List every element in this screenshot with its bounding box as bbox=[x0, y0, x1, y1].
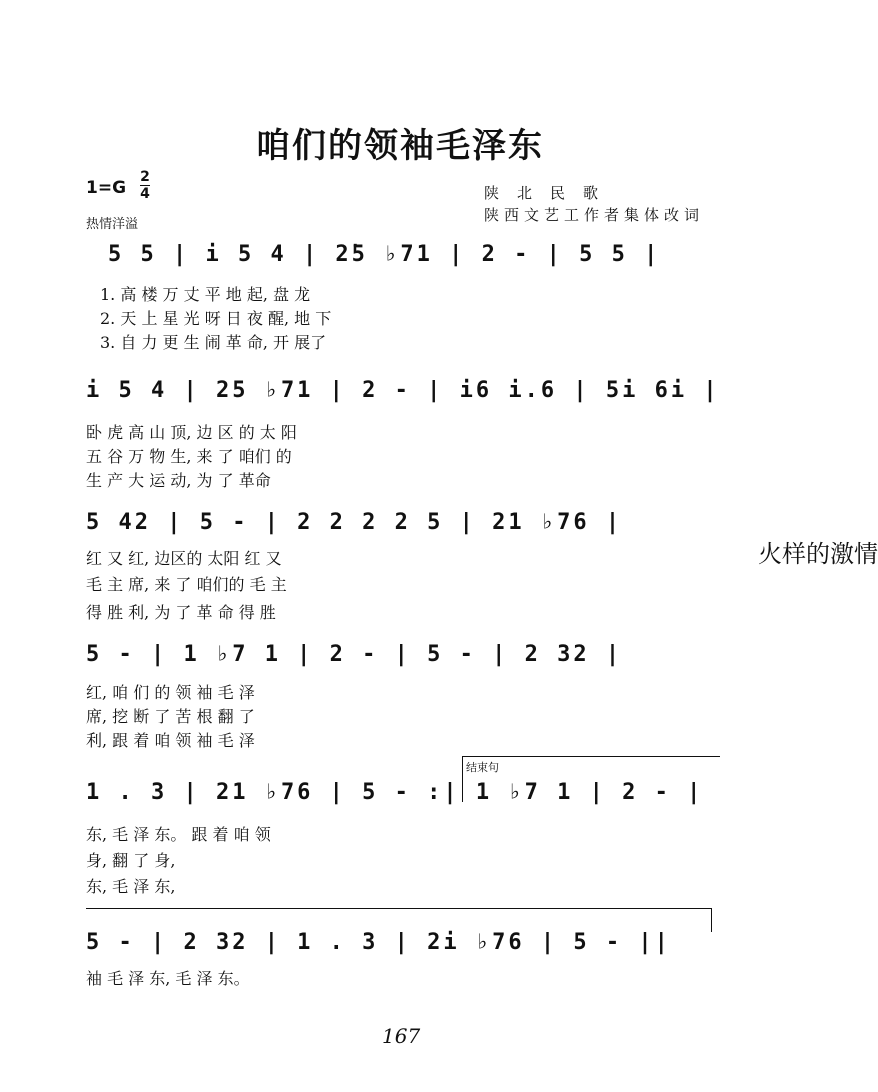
lyric-row-5-verse-3: 东, 毛 泽 东, bbox=[86, 877, 176, 896]
lyric-row-4-verse-2: 席, 挖 断 了 苦 根 翻 了 bbox=[86, 707, 255, 726]
coda-label: 结束句 bbox=[466, 761, 499, 774]
ending-bracket-top bbox=[86, 908, 712, 909]
notes-row-3: 5 42 | 5 - | 2 2 2 2 5 | 21 ♭76 | bbox=[86, 510, 623, 535]
lyric-row-2-verse-1: 卧 虎 高 山 顶, 边 区 的 太 阳 bbox=[86, 423, 297, 442]
lyric-row-4-verse-3: 利, 跟 着 咱 领 袖 毛 泽 bbox=[86, 731, 255, 750]
lyric-row-2-verse-2: 五 谷 万 物 生, 来 了 咱们 的 bbox=[86, 447, 292, 466]
lyric-row-5-verse-2: 身, 翻 了 身, bbox=[86, 851, 176, 870]
lyric-row-4-verse-1: 红, 咱 们 的 领 袖 毛 泽 bbox=[86, 683, 255, 702]
time-signature-bottom: 4 bbox=[140, 186, 150, 202]
time-signature bbox=[140, 169, 150, 202]
lyric-row-3-verse-1: 红 又 红, 边区的 太阳 红 又 bbox=[86, 549, 282, 568]
credit-lyricist: 陕西文艺工作者集体改词 bbox=[484, 206, 705, 224]
lyric-row-5-verse-1: 东, 毛 泽 东。 跟 着 咱 领 bbox=[86, 825, 271, 844]
key-signature: 1=G bbox=[86, 178, 127, 198]
song-title: 咱们的领袖毛泽东 bbox=[256, 126, 544, 166]
time-signature-top: 2 bbox=[140, 169, 150, 185]
ending-bracket-right bbox=[711, 908, 712, 932]
lyric-row-2-verse-3: 生 产 大 运 动, 为 了 革命 bbox=[86, 471, 271, 490]
notes-row-6: 5 - | 2 32 | 1 . 3 | 2i ♭76 | 5 - || bbox=[86, 930, 671, 955]
lyric-row-6-verse-1: 袖 毛 泽 东, 毛 泽 东。 bbox=[86, 969, 250, 988]
notes-row-1: 5 5 | i 5 4 | 2̇5 ♭71 | 2 - | 5 5 | bbox=[108, 242, 661, 267]
lyric-row-3-verse-3: 得 胜 利, 为 了 革 命 得 胜 bbox=[86, 603, 276, 622]
tempo-marking: 热情洋溢 bbox=[86, 217, 139, 232]
credit-origin: 陕北民歌 bbox=[484, 184, 617, 202]
lyric-row-1-verse-2: 2. 天 上 星 光 呀 日 夜 醒, 地 下 bbox=[100, 309, 332, 328]
page-number: 167 bbox=[382, 1024, 421, 1048]
coda-bracket-top bbox=[462, 756, 720, 757]
sidebar-label: 火样的激情 bbox=[758, 540, 878, 568]
lyric-row-1-verse-3: 3. 自 力 更 生 闹 革 命, 开 展了 bbox=[100, 333, 327, 352]
notes-row-2: i 5 4 | 25 ♭71 | 2 - | i6 i.6 | 5i 6i | bbox=[86, 378, 720, 403]
lyric-row-3-verse-2: 毛 主 席, 来 了 咱们的 毛 主 bbox=[86, 575, 287, 594]
lyric-row-1-verse-1: 1. 高 楼 万 丈 平 地 起, 盘 龙 bbox=[100, 285, 311, 304]
notes-row-5: 1 . 3 | 21 ♭76 | 5 - :| 1 ♭7 1 | 2 - | bbox=[86, 780, 704, 805]
notes-row-4: 5 - | 1 ♭7 1 | 2 - | 5 - | 2 32 | bbox=[86, 642, 623, 667]
